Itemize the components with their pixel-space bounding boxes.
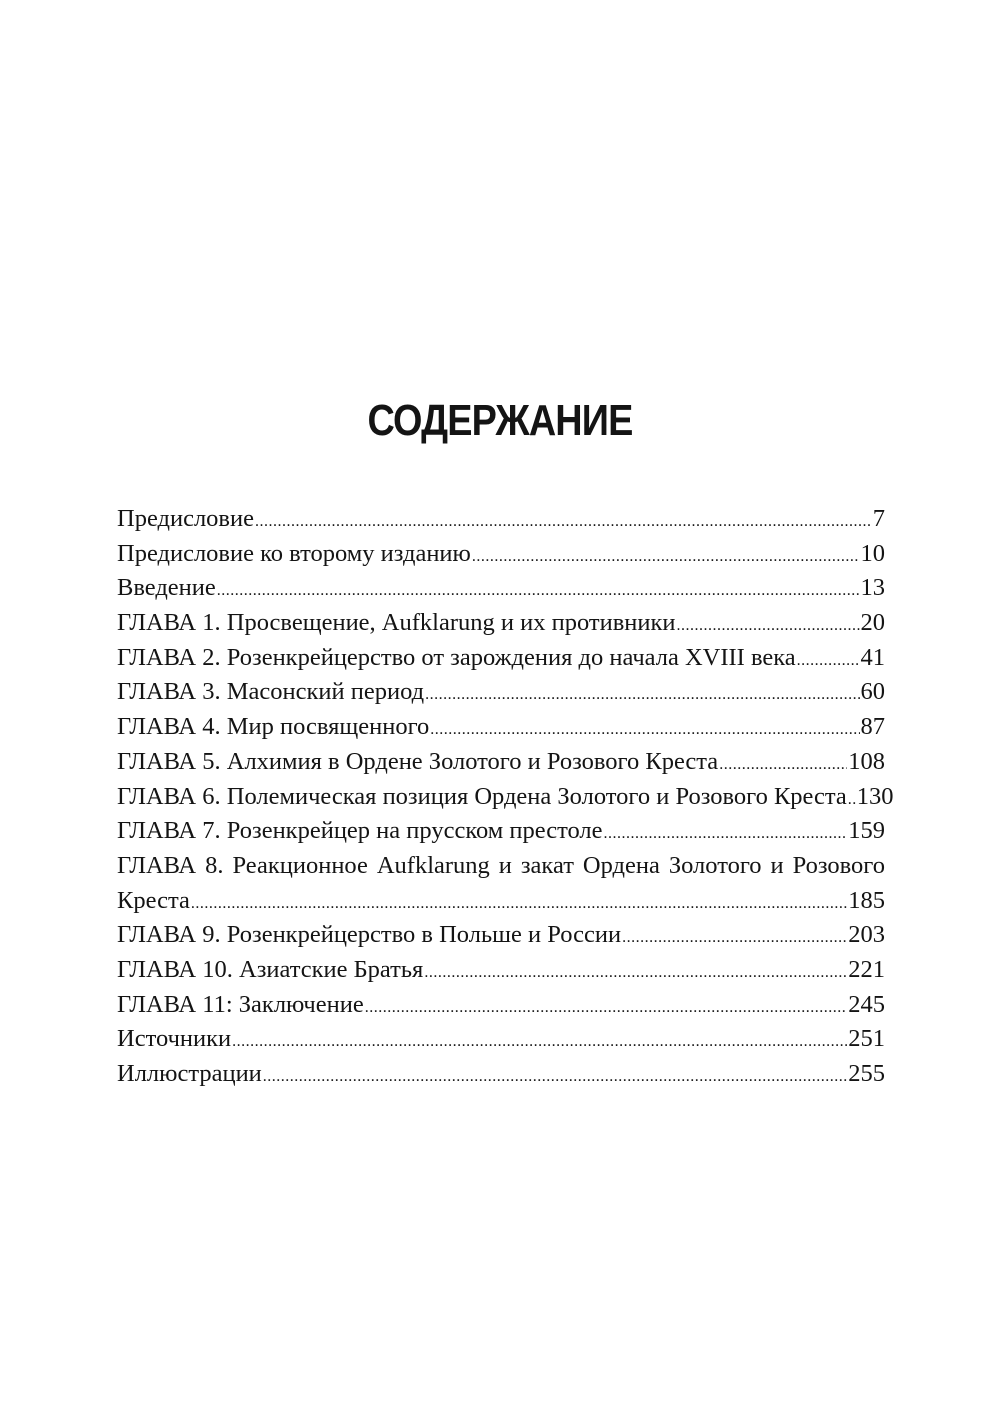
toc-entry-title: ГЛАВА 3. Масонский период [117, 678, 425, 706]
toc-dot-leader [263, 1060, 847, 1095]
toc-entry-title: Предисловие ко второму изданию [117, 539, 471, 567]
toc-dot-leader [255, 505, 872, 540]
toc-entry-title: ГЛАВА 7. Розенкрейцер на прусском престоле [117, 817, 603, 845]
toc-dot-leader [848, 783, 856, 818]
toc-page-number: 185 [848, 886, 885, 914]
toc-dot-leader [217, 574, 860, 609]
toc-entry[interactable] [117, 571, 885, 606]
toc-entry-title: ГЛАВА 10. Азиатские Братья [117, 955, 424, 983]
toc-entry[interactable] [117, 537, 885, 572]
toc-entry-title: Введение [117, 574, 216, 602]
table-of-contents [117, 502, 894, 1092]
toc-dot-leader [604, 817, 848, 852]
toc-page-number: 108 [848, 747, 885, 775]
toc-page-number: 251 [848, 1025, 885, 1053]
toc-entry-title: ГЛАВА 5. Алхимия в Ордене Золотого и Розового Креста [117, 747, 719, 775]
toc-entry[interactable] [117, 502, 885, 537]
toc-dot-leader [232, 1025, 847, 1060]
toc-dot-leader [472, 540, 860, 575]
toc-entry-title: ГЛАВА 4. Мир посвященного [117, 713, 430, 741]
toc-entry-continuation[interactable] [117, 884, 885, 919]
toc-entry[interactable] [117, 745, 885, 780]
toc-entry-title: ГЛАВА 9. Розенкрейцерство в Польше и России [117, 921, 622, 949]
toc-page-number: 255 [848, 1060, 885, 1087]
toc-entry-title: ГЛАВА 11: Заключение [117, 990, 364, 1018]
toc-entry-title: Источники [117, 1025, 232, 1053]
toc-dot-leader [622, 921, 847, 956]
toc-page-number: 41 [860, 643, 885, 671]
toc-entry[interactable] [117, 710, 885, 745]
toc-page-number: 60 [860, 678, 885, 706]
toc-entry-title-continuation: Креста [117, 886, 190, 914]
toc-entry[interactable] [117, 675, 885, 710]
toc-entry[interactable] [117, 780, 894, 815]
toc-page-number: 245 [848, 990, 885, 1018]
toc-dot-leader [425, 678, 859, 713]
toc-page-number: 7 [872, 505, 885, 532]
toc-entry[interactable] [117, 641, 885, 676]
toc-entry[interactable] [117, 849, 885, 884]
toc-dot-leader [430, 713, 859, 748]
toc-page-number: 87 [860, 713, 885, 741]
toc-entry[interactable] [117, 988, 885, 1023]
toc-page-number: 20 [860, 609, 885, 637]
toc-page-number: 10 [860, 539, 885, 567]
toc-entry-title: ГЛАВА 6. Полемическая позиция Ордена Золотого и Розового Креста [117, 782, 847, 810]
toc-page-number: 13 [860, 574, 885, 602]
toc-page-number: 130 [856, 782, 894, 810]
toc-dot-leader [191, 887, 847, 922]
toc-page-number: 221 [848, 955, 885, 983]
toc-dot-leader [424, 956, 847, 991]
toc-entry-title: ГЛАВА 8. Реакционное Aufklarung и закат Ордена Золотого и Розового [117, 851, 885, 879]
toc-page-number: 203 [848, 921, 885, 949]
page-title: СОДЕРЖАНИЕ [367, 396, 633, 445]
toc-page-number: 159 [848, 817, 885, 845]
toc-entry[interactable] [117, 1022, 885, 1057]
toc-dot-leader [677, 609, 860, 644]
toc-dot-leader [719, 748, 847, 783]
toc-entry[interactable] [117, 918, 885, 953]
toc-entry-title: ГЛАВА 2. Розенкрейцерство от зарождения до начала XVIII века [117, 643, 796, 671]
toc-entry[interactable] [117, 814, 885, 849]
toc-entry-title: Предисловие [117, 505, 254, 532]
toc-entry-title: ГЛАВА 1. Просвещение, Aufklarung и их противники [117, 609, 676, 637]
toc-dot-leader [365, 991, 848, 1026]
toc-entry[interactable] [117, 1057, 885, 1092]
toc-entry[interactable] [117, 606, 885, 641]
toc-entry-title: Иллюстрации [117, 1060, 262, 1087]
toc-entry[interactable] [117, 953, 885, 988]
toc-dot-leader [797, 644, 860, 679]
